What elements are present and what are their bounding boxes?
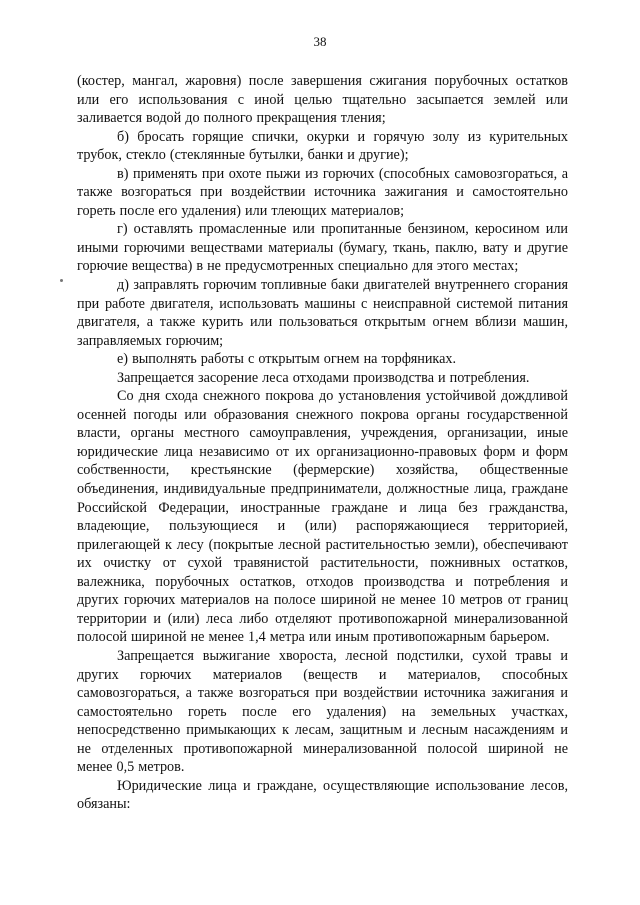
paragraph-clearing-duty: Со дня схода снежного покрова до установления устойчивой дождливой осенней погоды или образования снежного покрова органы государственной власти, органы местного самоуправления, учреждения, организации, иные юридические лица независимо от их организационно-правовых форм и форм собственности, крестьянские (фермерские) хозяйства, общественные объединения, индивидуальные предприниматели, должностные лица, граждане Российской Федерации, иностранные граждане и лица без гражданства, владеющие, пользующиеся и (или) распоряжающиеся территорией, прилегающей к лесу (покрытые лесной растительностью земли), обеспечивают их очистку от сухой травянистой растительности, пожнивных остатков, валежника, порубочных остатков, отходов производства и потребления и других горючих материалов на полосе шириной не менее 10 метров от границ территории и (или) леса либо отделяют противопожарной минерализованной полосой шириной не менее 1,4 метра или иным противопожарным барьером. bbox=[77, 388, 568, 646]
paragraph-item-v: в) применять при охоте пыжи из горючих (способных самовозгораться, а также возгораться при воздействии источника зажигания и самостоятельно гореть после его удаления) или тлеющих материалов; bbox=[77, 165, 568, 219]
paragraph-item-b: б) бросать горящие спички, окурки и горячую золу из курительных трубок, стекло (стеклянные бутылки, банки и другие); bbox=[77, 128, 568, 164]
paragraph-waste-ban: Запрещается засорение леса отходами производства и потребления. bbox=[117, 369, 530, 386]
page-number: 38 bbox=[313, 34, 327, 49]
paragraph-obligations: Юридические лица и граждане, осуществляющие использование лесов, обязаны: bbox=[77, 777, 568, 813]
paragraph-item-g: г) оставлять промасленные или пропитанные бензином, керосином или иными горючими веществами материалы (бумагу, ткань, паклю, вату и другие горючие вещества) в не предусмотренных специально для этого местах; bbox=[77, 221, 568, 275]
document-body bbox=[77, 72, 568, 814]
paragraph-item-e: е) выполнять работы с открытым огнем на торфяниках. bbox=[117, 351, 457, 368]
paragraph-item-d: д) заправлять горючим топливные баки двигателей внутреннего сгорания при работе двигателя, использовать машины с неисправной системой питания двигателя, а также курить или пользоваться открытым огнем вблизи машин, заправляемых горючим; bbox=[77, 277, 568, 349]
paragraph-burning-ban: Запрещается выжигание хвороста, лесной подстилки, сухой травы и других горючих материалов (веществ и материалов, способных самовозгораться, а также возгораться при воздействии источника зажигания и самостоятельно гореть после его удаления) на земельных участках, непосредственно примыкающих к лесам, защитным и лесным насаждениям и не отделенных противопожарной минерализованной полосой шириной не менее 0,5 метров. bbox=[77, 647, 568, 776]
paragraph-continuation: (костер, мангал, жаровня) после завершения сжигания порубочных остатков или его использования с иной целью тщательно засыпается землей или заливается водой до полного прекращения тления; bbox=[77, 73, 568, 127]
margin-dot bbox=[60, 279, 63, 282]
